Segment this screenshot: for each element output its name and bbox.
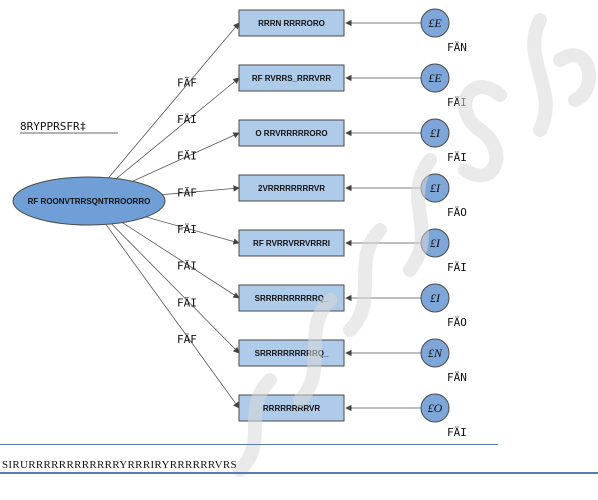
error-label: £E <box>428 16 442 30</box>
error-label: £I <box>430 181 440 195</box>
loading-coefficient: FÄI <box>177 259 197 273</box>
error-variance: FÄI <box>447 426 467 439</box>
latent-factor <box>13 120 165 225</box>
error-label: £O <box>427 401 443 415</box>
loading-coefficient: FÄI <box>177 223 197 236</box>
loading-coefficient: FÄI <box>177 296 197 310</box>
latent-label: RF ROONVTRRSQNTRROORRO <box>27 197 151 206</box>
error-label: £I <box>430 126 440 140</box>
loading-coefficient: FÄF <box>177 76 197 90</box>
error-label: £E <box>428 71 442 85</box>
figure-caption: SIRURRRRRRRRRRRRYRRRIRYRRRRRRVRS <box>2 459 237 471</box>
loading-coefficient: FÄF <box>177 186 197 200</box>
page-bottom-rule <box>0 472 598 474</box>
indicator-label: 2VRRRRRRRRVR <box>258 184 325 193</box>
indicator-label: RRRN RRRRORO <box>258 19 325 28</box>
error-label: £N <box>427 346 443 360</box>
indicator-label: RF RVRRVRRVRRRI <box>253 239 330 248</box>
error-variance: FÄN <box>447 41 467 54</box>
loading-arrow <box>89 23 239 201</box>
indicator-label: SRRRRRRRRRRQ_ <box>254 294 329 303</box>
error-terms <box>421 9 467 439</box>
error-label: £I <box>430 291 440 305</box>
error-variance: FÄI <box>447 96 467 109</box>
error-variance: FÄI <box>447 261 467 274</box>
error-label: £I <box>430 236 440 250</box>
indicator-boxes <box>239 10 344 421</box>
loading-coefficient: FÄI <box>177 113 197 126</box>
error-variance: FÄI <box>447 151 467 164</box>
indicator-label: RF RVRRS_RRRVRR <box>251 74 332 83</box>
error-paths <box>346 23 421 408</box>
indicator-label: RRRRRRRRVR <box>262 404 321 413</box>
error-variance: FÄN <box>447 371 467 384</box>
caption-top-rule <box>0 444 498 445</box>
loading-coefficient: FÄF <box>177 333 197 346</box>
indicator-label: SRRRRRRRRRRQ_ <box>254 349 329 358</box>
loading-arrow <box>89 201 239 408</box>
error-variance: FÄO <box>447 316 467 329</box>
error-variance: FÄO <box>447 206 467 219</box>
latent-variance-label: 8RYPPRSFR‡ <box>20 120 87 133</box>
indicator-label: O RRVRRRRRORO <box>255 129 328 138</box>
loading-coefficient: FÄI <box>177 149 197 163</box>
